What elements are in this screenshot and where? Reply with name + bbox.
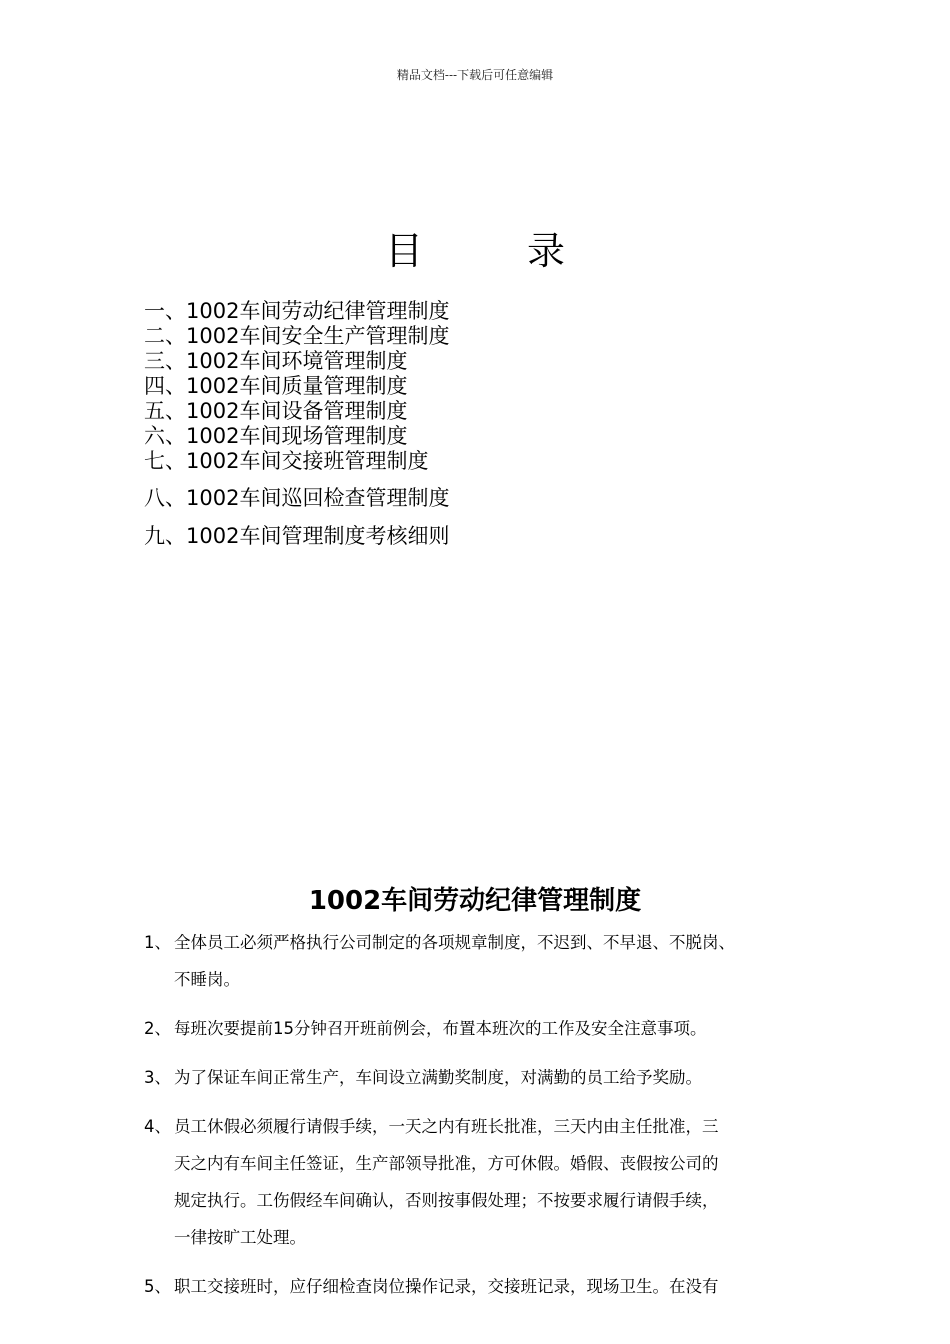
rule-text-line: 规定执行。工伤假经车间确认，否则按事假处理；不按要求履行请假手续， (174, 1191, 719, 1210)
toc-item[interactable]: 一、1002车间劳动纪律管理制度 (144, 299, 450, 323)
rule-number: 4、 (144, 1117, 171, 1136)
rule-text-line: 员工休假必须履行请假手续，一天之内有班长批准，三天内由主任批准，三 (174, 1117, 719, 1136)
rule-item (144, 1010, 824, 1047)
toc-item[interactable]: 四、1002车间质量管理制度 (144, 374, 408, 398)
toc-item[interactable]: 六、1002车间现场管理制度 (144, 424, 408, 448)
rule-number: 1、 (144, 933, 171, 952)
toc-title-char-2: 录 (527, 229, 566, 273)
toc-item[interactable]: 九、1002车间管理制度考核细则 (144, 524, 450, 548)
toc-title (0, 228, 950, 274)
section-title: 1002车间劳动纪律管理制度 (308, 886, 642, 916)
rules-list (144, 924, 824, 1317)
rule-text-line: 天之内有车间主任签证，生产部领导批准，方可休假。婚假、丧假按公司的 (174, 1154, 719, 1173)
rule-text-line: 职工交接班时，应仔细检查岗位操作记录，交接班记录，现场卫生。在没有 (174, 1277, 719, 1296)
rule-number: 3、 (144, 1068, 171, 1087)
rule-item (144, 1059, 824, 1096)
toc-title-char-1: 目 (384, 229, 423, 273)
toc-item[interactable]: 五、1002车间设备管理制度 (144, 399, 408, 423)
rule-text-line: 一律按旷工处理。 (174, 1228, 306, 1247)
rule-item (144, 1268, 824, 1305)
rule-number: 5、 (144, 1277, 171, 1296)
rule-text-line: 不睡岗。 (174, 970, 240, 989)
toc-item[interactable]: 三、1002车间环境管理制度 (144, 349, 408, 373)
header-note: 精品文档---下载后可任意编辑 (396, 68, 554, 82)
rule-number: 2、 (144, 1019, 171, 1038)
rule-text-line: 为了保证车间正常生产，车间设立满勤奖制度，对满勤的员工给予奖励。 (174, 1068, 702, 1087)
rule-item (144, 1108, 824, 1256)
toc-item[interactable]: 二、1002车间安全生产管理制度 (144, 324, 450, 348)
toc-item[interactable]: 八、1002车间巡回检查管理制度 (144, 486, 450, 510)
rule-text-line: 每班次要提前15分钟召开班前例会，布置本班次的工作及安全注意事项。 (174, 1019, 707, 1038)
toc-item[interactable]: 七、1002车间交接班管理制度 (144, 449, 429, 473)
toc-list (144, 299, 449, 549)
rule-item (144, 924, 824, 998)
rule-text-line: 全体员工必须严格执行公司制定的各项规章制度，不迟到、不早退、不脱岗、 (174, 933, 735, 952)
